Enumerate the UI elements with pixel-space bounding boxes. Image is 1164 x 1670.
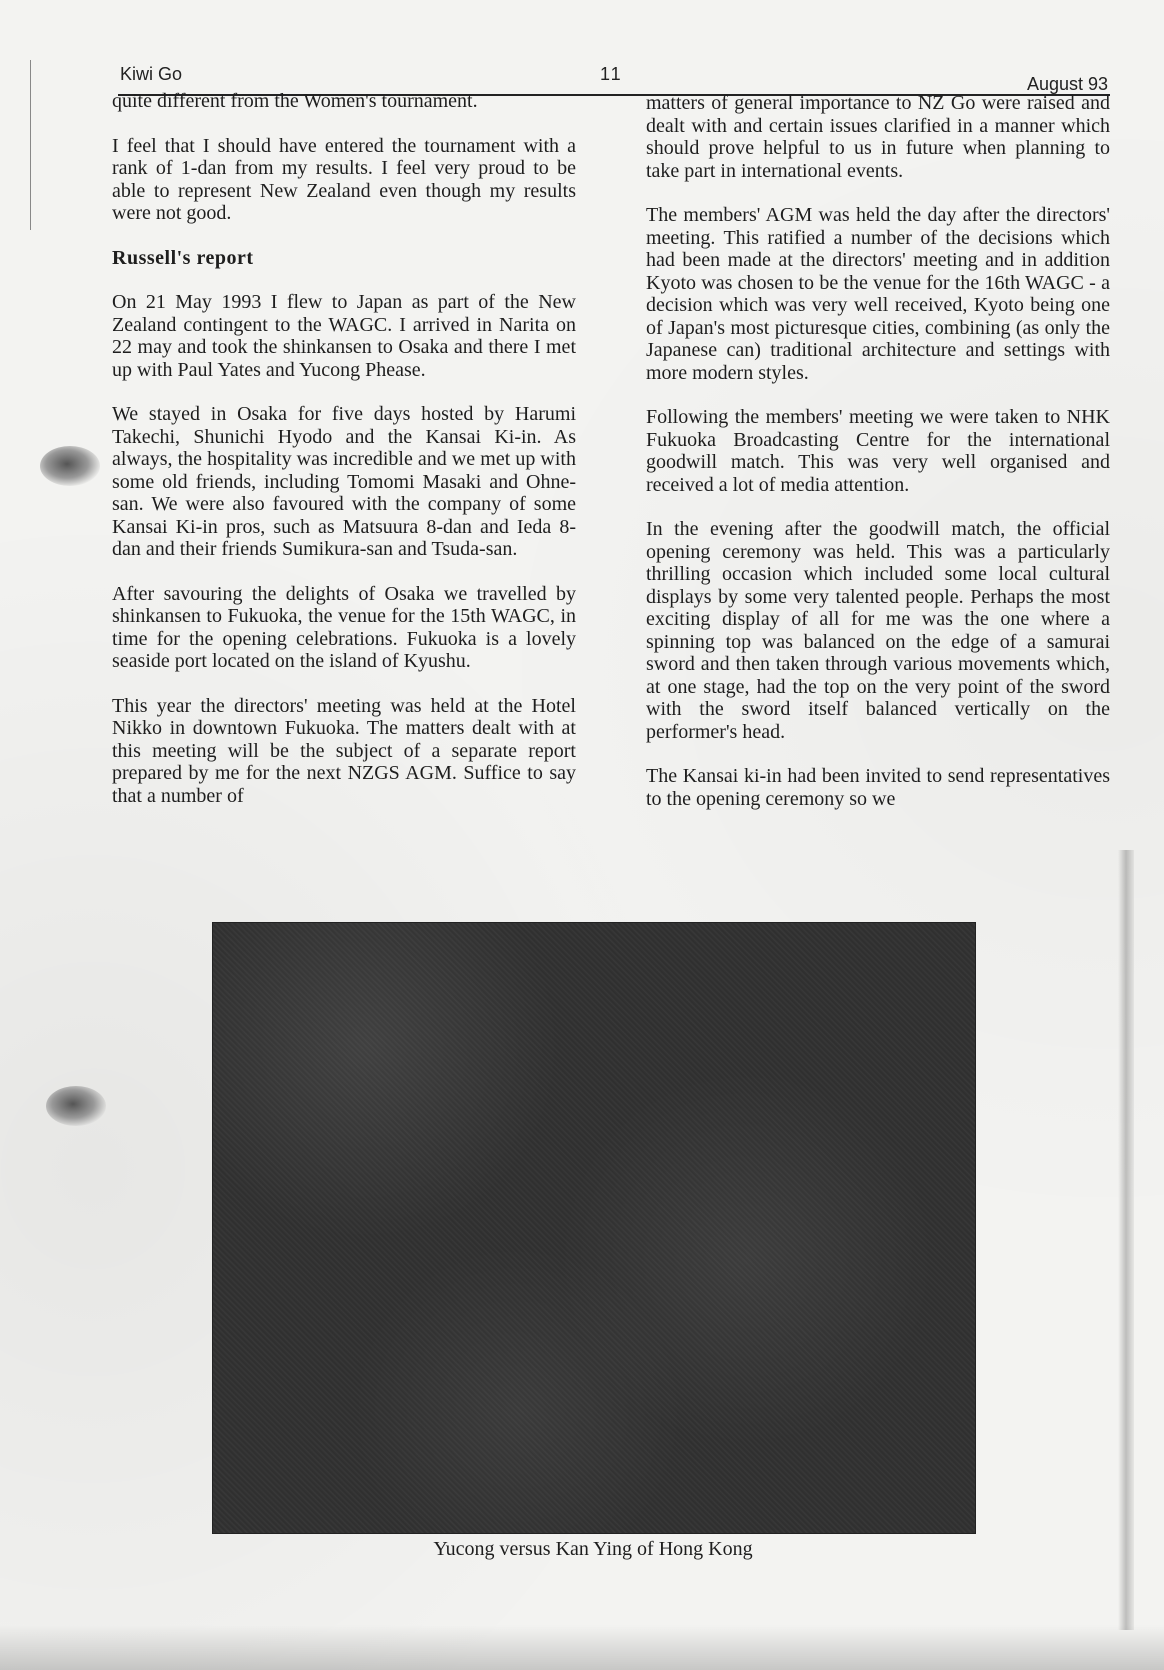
paragraph: matters of general importance to NZ Go were raised and dealt with and certain issues clarified in a manner which should prove helpful to us in future when planning to take part in international events.	[646, 92, 1110, 182]
bottom-shadow	[0, 1625, 1164, 1670]
page-edge-shadow	[1118, 850, 1134, 1630]
paragraph: I feel that I should have entered the tournament with a rank of 1-dan from my results. I feel very proud to be able to represent New Zealand even though my results were not good.	[112, 134, 576, 224]
paragraph: Following the members' meeting we were taken to NHK Fukuoka Broadcasting Centre for the international goodwill match. This was very well organised and received a lot of media attention.	[646, 406, 1110, 496]
paragraph: The Kansai ki-in had been invited to send representatives to the opening ceremony so we	[646, 765, 1110, 810]
right-column	[646, 92, 1110, 810]
paragraph: quite different from the Women's tournament.	[112, 90, 478, 112]
page-number: 11	[600, 64, 623, 84]
photo-caption: Yucong versus Kan Ying of Hong Kong	[433, 1538, 753, 1560]
paragraph: After savouring the delights of Osaka we travelled by shinkansen to Fukuoka, the venue for the 15th WAGC, in time for the opening celebrations. Fukuoka is a lovely seaside port located on the island of Kyushu.	[112, 582, 576, 672]
issue-date: August 93	[1026, 74, 1108, 94]
paragraph: This year the directors' meeting was held at the Hotel Nikko in downtown Fukuoka. The matters dealt with at this meeting will be the subject of a separate report prepared by me for the next NZGS AGM. Suffice to say that a number of	[112, 694, 576, 807]
paragraph: The members' AGM was held the day after the directors' meeting. This ratified a number of the decisions which had been made at the directors' meeting and in addition Kyoto was chosen to be the venue for the 16th WAGC - a decision which was very well received, Kyoto being one of Japan's most picturesque cities, combining (as only the Japanese can) traditional architecture and settings with more modern styles.	[646, 204, 1110, 384]
newsletter-title: Kiwi Go	[120, 64, 183, 84]
section-heading: Russell's report	[112, 246, 254, 269]
game-photo	[212, 922, 976, 1534]
punch-hole-top	[40, 446, 100, 486]
paragraph: In the evening after the goodwill match, the official opening ceremony was held. This was a particularly thrilling occasion which included some local cultural displays by some very talented people. Perhaps the most exciting display of all for me was the one where a spinning top was balanced on the edge of a samurai sword and then taken through various movements which, at one stage, had the top on the very point of the sword with the sword itself balanced vertically on the performer's head.	[646, 518, 1110, 743]
punch-hole-bottom	[46, 1086, 106, 1126]
left-column	[112, 90, 576, 807]
paragraph: On 21 May 1993 I flew to Japan as part of the New Zealand contingent to the WAGC. I arrived in Narita on 22 may and took the shinkansen to Osaka and there I met up with Paul Yates and Yucong Phease.	[112, 291, 576, 381]
margin-line	[30, 60, 31, 230]
paragraph: We stayed in Osaka for five days hosted by Harumi Takechi, Shunichi Hyodo and the Kansai Ki-in. As always, the hospitality was incredible and we met up with some old friends, including Tomomi Masaki and Ohne-san. We were also favoured with the company of some Kansai Ki-in pros, such as Matsuura 8-dan and Ieda 8-dan and their friends Sumikura-san and Tsuda-san.	[112, 403, 576, 560]
